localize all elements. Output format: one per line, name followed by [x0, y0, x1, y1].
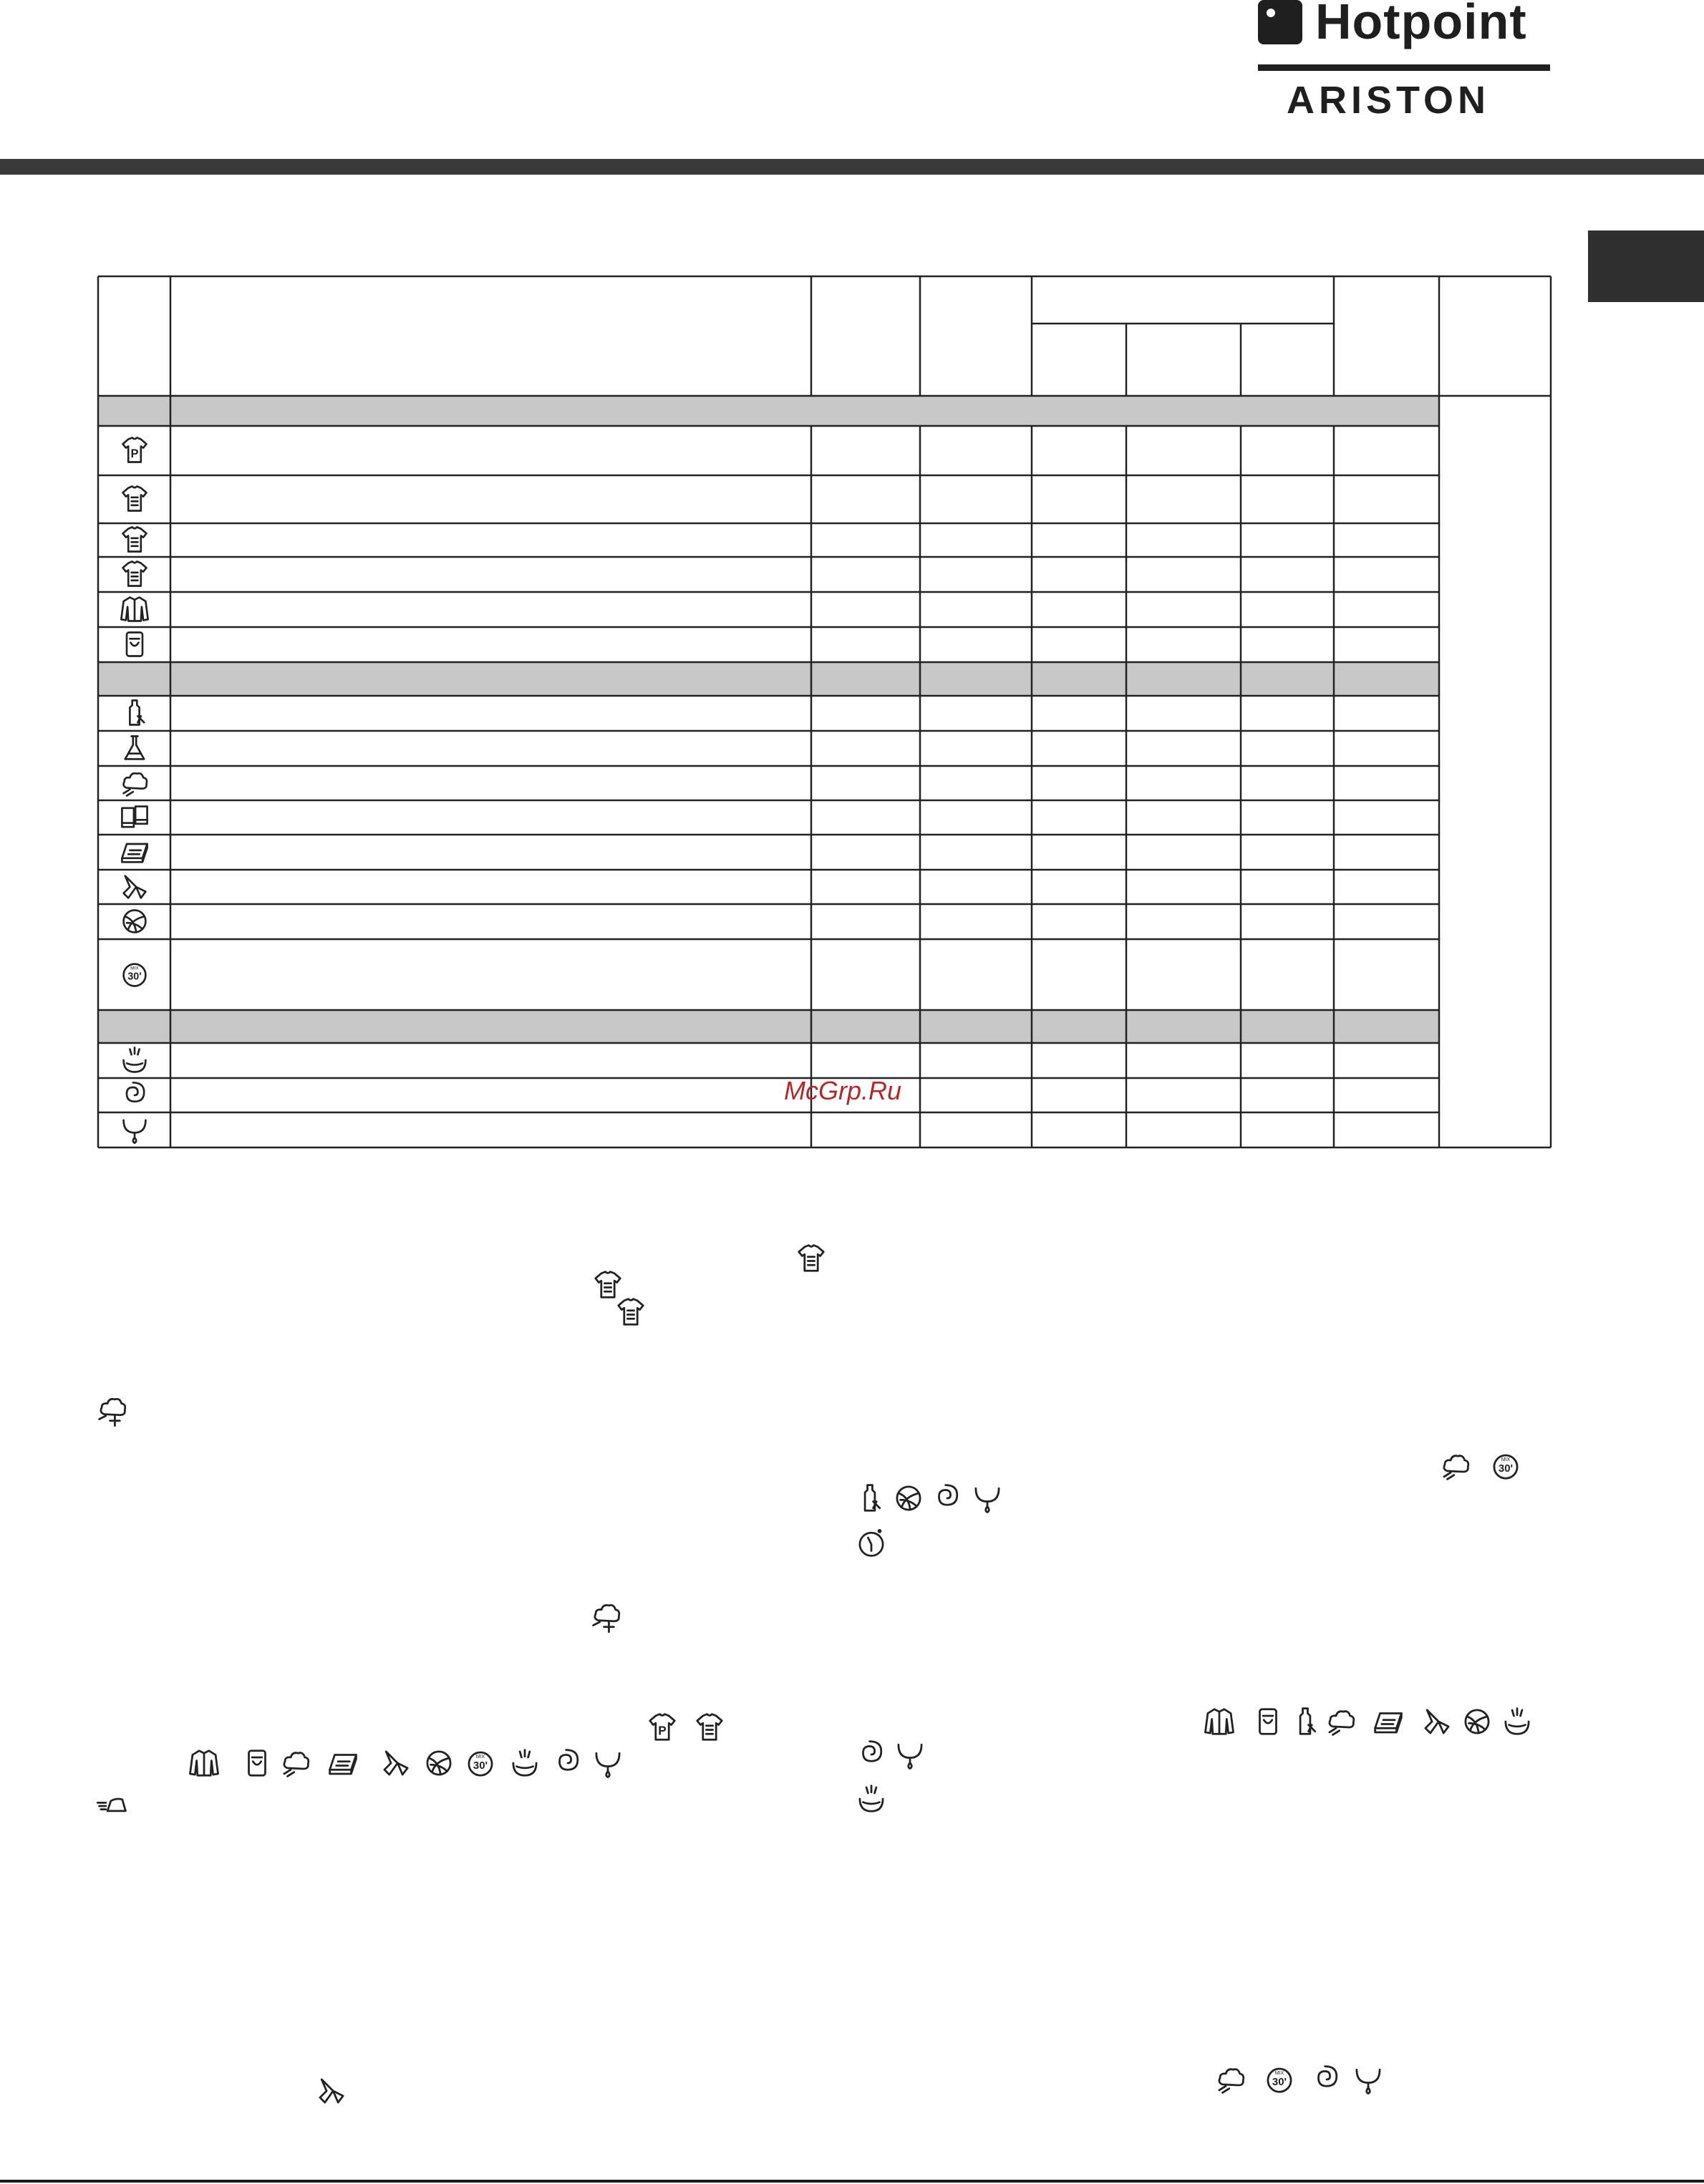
- shirt-p-icon: [646, 1711, 679, 1744]
- shirt-lines-icon: [693, 1711, 726, 1744]
- rinse-icon: [1501, 1705, 1534, 1738]
- wool-ball-icon: [119, 906, 150, 937]
- wool-ball-icon: [892, 1482, 925, 1515]
- shirt-lines-icon: [119, 483, 150, 515]
- steam-cloud-icon: [1439, 1450, 1472, 1482]
- pouch-icon: [119, 628, 150, 660]
- wool-ball-icon: [422, 1747, 455, 1780]
- steam-cloud-icon: [1325, 1705, 1357, 1738]
- timer-icon: [855, 1526, 888, 1559]
- jacket-icon: [119, 593, 150, 625]
- mix-30-icon: [119, 958, 150, 990]
- iron-icon: [96, 1790, 129, 1823]
- svg-text:MIX: MIX: [130, 966, 139, 971]
- baby-bottle-icon: [1289, 1705, 1322, 1738]
- drain-icon: [119, 1114, 150, 1145]
- shirt-lines-icon: [795, 1242, 828, 1275]
- duvet-icon: [1372, 1705, 1405, 1738]
- duvet-icon: [326, 1747, 359, 1780]
- spin-icon: [119, 1079, 150, 1111]
- svg-text:MIX: MIX: [1274, 2071, 1284, 2077]
- shirt-p-icon: [119, 435, 150, 466]
- section-band-3: [98, 1010, 1439, 1043]
- svg-text:P: P: [658, 1723, 667, 1738]
- flask-icon: [119, 732, 150, 764]
- spin-icon: [931, 1482, 964, 1515]
- silk-icon: [119, 871, 150, 903]
- silk-icon: [1420, 1705, 1453, 1738]
- section-band-1: [98, 396, 1439, 426]
- svg-text:MIX: MIX: [1501, 1457, 1511, 1463]
- towels-icon: [119, 802, 150, 833]
- spin-icon: [551, 1747, 584, 1780]
- drain-icon: [894, 1738, 926, 1771]
- steam-cloud-icon: [279, 1747, 312, 1780]
- drain-icon: [591, 1747, 624, 1780]
- jacket-icon: [188, 1747, 221, 1780]
- duvet-icon: [119, 836, 150, 868]
- brand-name: Hotpoint: [1315, 0, 1527, 49]
- pouch-icon: [241, 1747, 273, 1780]
- shirt-lines-icon: [119, 558, 150, 590]
- svg-text:MIX: MIX: [475, 1755, 485, 1760]
- section-band-2: [98, 662, 1439, 696]
- footer-rule: [0, 2180, 1704, 2183]
- table-section-bands: [98, 396, 1439, 1043]
- shirt-lines-icon: [614, 1296, 647, 1329]
- mix-30-icon: [1489, 1450, 1522, 1482]
- jacket-icon: [1203, 1705, 1236, 1738]
- mix-30-icon: [1263, 2063, 1296, 2096]
- rinse-icon: [855, 1782, 888, 1815]
- steam-plus-icon: [590, 1601, 623, 1634]
- svg-text:30': 30': [1272, 2076, 1287, 2089]
- steam-cloud-icon: [119, 767, 150, 799]
- svg-text:30': 30': [473, 1760, 488, 1772]
- spin-icon: [1310, 2063, 1343, 2096]
- steam-plus-icon: [96, 1394, 129, 1427]
- steam-cloud-icon: [1214, 2063, 1247, 2096]
- mix-30-icon: [464, 1747, 497, 1780]
- drain-icon: [971, 1482, 1004, 1515]
- svg-text:30': 30': [127, 971, 142, 983]
- drain-icon: [1352, 2063, 1385, 2096]
- rinse-icon: [119, 1044, 150, 1076]
- baby-bottle-icon: [853, 1482, 886, 1515]
- rinse-icon: [508, 1747, 541, 1780]
- brand-subname: ARISTON: [1287, 79, 1491, 122]
- svg-text:30': 30': [1498, 1462, 1514, 1475]
- spin-icon: [855, 1738, 888, 1771]
- wool-ball-icon: [1461, 1705, 1494, 1738]
- svg-text:P: P: [130, 447, 139, 460]
- silk-icon: [379, 1747, 412, 1780]
- silk-icon: [315, 2074, 348, 2107]
- watermark: McGrp.Ru: [784, 1076, 902, 1105]
- pouch-icon: [1252, 1705, 1284, 1738]
- baby-bottle-icon: [119, 697, 150, 729]
- shirt-lines-icon: [119, 524, 150, 555]
